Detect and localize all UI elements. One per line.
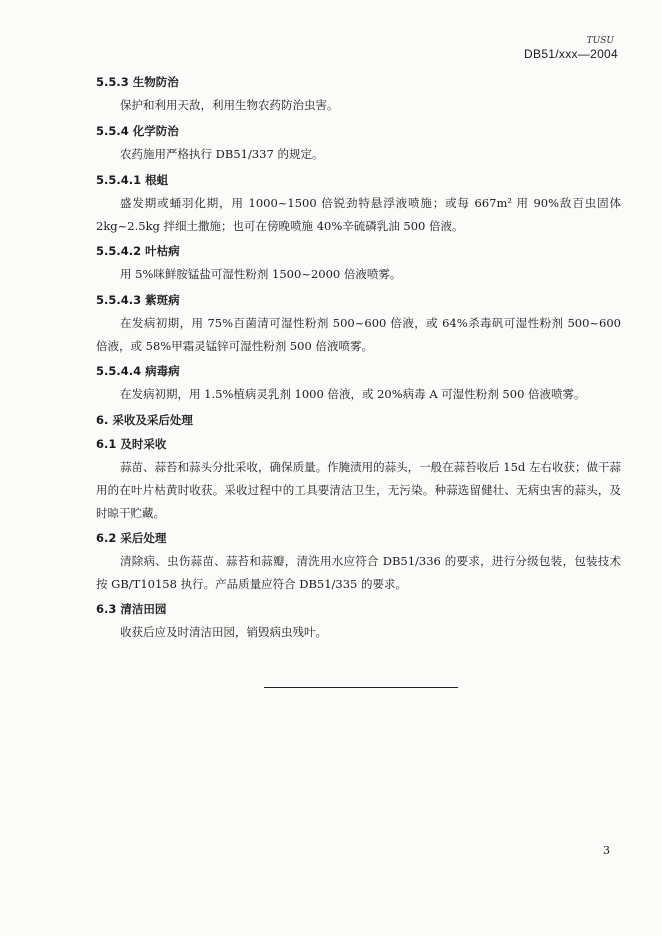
paragraph-5-5-4-3: 在发病初期，用 75%百菌清可湿性粉剂 500~600 倍液，或 64%杀毒矾可湿性粉剂 500~600 倍液，或 58%甲霜灵锰锌可湿性粉剂 500 倍液喷雾。 <box>96 316 621 353</box>
paragraph-6-1: 蒜苗、蒜苔和蒜头分批采收，确保质量。作腌渍用的蒜头，一般在蒜苔收后 15d 左右收获；做干蒜用的在叶片枯黄时收获。采收过程中的工具要清洁卫生，无污染。种蒜选留健壮、无病虫害的蒜头，及时晾干贮藏。 <box>96 460 621 520</box>
handwritten-annotation: TUSU <box>586 36 614 46</box>
paragraph-6-3: 收获后应及时清洁田园，销毁病虫残叶。 <box>120 625 327 639</box>
paragraph-5-5-4-1: 盛发期或蛹羽化期，用 1000~1500 倍锐劲特悬浮液喷施；或每 667m² 用 90%敌百虫固体 2kg~2.5kg 拌细土撒施；也可在傍晚喷施 40%辛硫磷乳油 500 倍液。 <box>96 196 621 233</box>
heading-5-5-4-4: 5.5.4.4 病毒病 <box>96 364 180 378</box>
heading-6-2: 6.2 采后处理 <box>96 531 167 545</box>
heading-5-5-4-3: 5.5.4.3 紫斑病 <box>96 293 180 307</box>
heading-6-1: 6.1 及时采收 <box>96 437 167 451</box>
paragraph-5-5-4-4: 在发病初期，用 1.5%植病灵乳剂 1000 倍液，或 20%病毒 A 可湿性粉剂 500 倍液喷雾。 <box>120 387 586 401</box>
heading-5-5-4: 5.5.4 化学防治 <box>96 124 179 138</box>
heading-5-5-4-2: 5.5.4.2 叶枯病 <box>96 244 180 258</box>
paragraph-6-2: 清除病、虫伤蒜苗、蒜苔和蒜瓣，清洗用水应符合 DB51/336 的要求，进行分级包装，包装技术按 GB/T10158 执行。产品质量应符合 DB51/335 的要求。 <box>96 554 621 591</box>
paragraph-5-5-3: 保护和利用天敌，利用生物农药防治虫害。 <box>120 98 339 112</box>
heading-5-5-3: 5.5.3 生物防治 <box>96 75 179 89</box>
heading-6-3: 6.3 清洁田园 <box>96 602 167 616</box>
end-divider <box>264 687 458 688</box>
document-body <box>96 70 621 646</box>
paragraph-5-5-4: 农药施用严格执行 DB51/337 的规定。 <box>120 147 324 161</box>
paragraph-5-5-4-2: 用 5%咪鲜胺锰盐可湿性粉剂 1500~2000 倍液喷雾。 <box>120 267 402 281</box>
standard-number: DB51/xxx—2004 <box>524 47 618 61</box>
heading-5-5-4-1: 5.5.4.1 根蛆 <box>96 173 169 187</box>
page-number: 3 <box>603 844 610 857</box>
heading-6: 6. 采收及采后处理 <box>96 413 193 427</box>
